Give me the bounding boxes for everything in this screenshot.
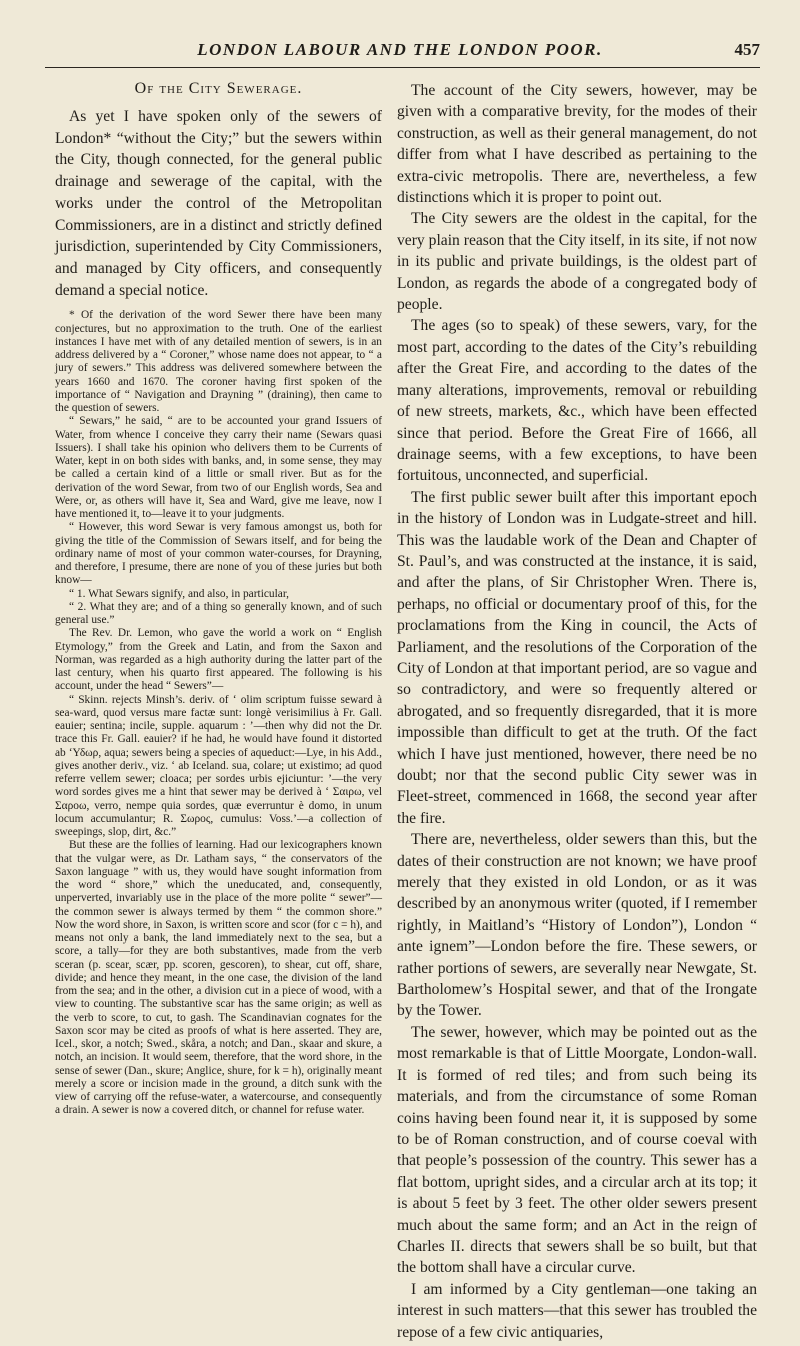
right-column	[397, 80, 757, 1343]
body-paragraph: I am informed by a City gentleman—one taking an interest in such matters—that this sewer has troubled the repose of a few civic antiquaries,	[397, 1280, 757, 1341]
page-number: 457	[734, 40, 760, 59]
footnote-paragraph: “ Skinn. rejects Minsh’s. deriv. of ‘ olim scriptum fuisse seward à sea-ward, quod versus mare factæ sunt: longè verisimilius à Fr. Gall. eauier; sentina; incile, supple. aquarum : ’—then why did not the Dr. trace this Fr. Gall. eauier? if he had, he would have found it distorted ab ‘Υδωρ, aqua; sewers being a species of aqueduct:—Lye, in his Add., gives another deriv., viz. ‘ ab Iceland. sua, colare; ut existimo; ad quod referre vellem sewer; cloaca; per sordes urbis ejiciuntur: ’—the very word sordes gives me a hint that sewer may be derived à ‘ Σαιρω, vel Σαρoω, verro, nempe quia sordes, quæ everruntur è domo, in unum locum accumulantur; R. Σωρος, cumulus: Voss.’—a collection of sweepings, slop, dirt, &c.”	[55, 693, 382, 839]
footnote-paragraph: “ 1. What Sewars signify, and also, in particular,	[69, 587, 290, 600]
body-paragraph: The first public sewer built after this important epoch in the history of London was in Ludgate-street and hill. This was the laudable work of the Dean and Chapter of St. Paul’s, and was constructed at the instance, it is said, and after the plans, of Sir Christopher Wren. There is, perhaps, no official or documentary proof of this, for the proclamations from the King in council, the Acts of Parliament, and the resolutions of the Corporation of the City of London at that important period, are so vague and so contradictory, and were so frequently altered or abrogated, and so frequently disregarded, that it is more impossible than difficult to get at the truth. Of the fact which I have just mentioned, however, there need be no doubt; nor that the second public City sewer was in Fleet-street, commenced in 1668, the second year after the fire.	[397, 488, 757, 827]
footnote-paragraph: “ 2. What they are; and of a thing so generally known, and of such general use.”	[55, 600, 382, 627]
footnote	[55, 309, 382, 1117]
body-paragraph: As yet I have spoken only of the sewers of London* “without the City;” but the sewers within the City, though connected, for the general public drainage and sewerage of the capital, with the works under the control of the Metropolitan Commissioners, are in a distinct and strictly defined jurisdiction, superintended by City Commissioners, and managed by City officers, and consequently demand a special notice.	[55, 108, 382, 299]
footnote-paragraph: “ However, this word Sewar is very famous amongst us, both for giving the title of the Commission of Sewars itself, and for being the ordinary name of most of your common water-courses, for Drayning, and therefore, I presume, there are none of you of these juries but both know—	[55, 521, 382, 587]
body-paragraph: The sewer, however, which may be pointed out as the most remarkable is that of Little Moorgate, London-wall. It is formed of red tiles; and from such being its materials, and from the circumstance of some Roman coins having been found near it, it is supposed by some to be of Roman construction, and of course coeval with that people’s possession of the country. This sewer has a flat bottom, upright sides, and a circular arch at its top; it is about 5 feet by 3 feet. The other older sewers present much about the same form; and an Act in the reign of Charles II. directs that sewers shall be so built, but that the bottom shall have a circular curve.	[397, 1023, 757, 1277]
body-paragraph: The account of the City sewers, however, may be given with a comparative brevity, for the modes of their construction, as well as their general management, do not differ from what I have described as pertaining to the extra-civic metropolis. There are, nevertheless, a few distinctions which it is proper to point out.	[397, 82, 757, 207]
body-paragraph: The ages (so to speak) of these sewers, vary, for the most part, according to the dates of the City’s rebuilding after the Great Fire, and according to the dates of the many alterations, improvements, removal or rebuilding of new streets, markets, &c., which have been effected since that period. Before the Great Fire of 1666, all drainage seems, with a few exceptions, to have been fortuitous, unconnected, and superficial.	[397, 317, 757, 485]
footnote-paragraph: * Of the derivation of the word Sewer there have been many conjectures, but no approximation to the truth. One of the earliest instances I have met with of any detailed mention of sewers, is in an address delivered by a “ Coroner,” whose name does not appear, to “ a jury of sewers.” This address was delivered somewhere between the years 1660 and 1670. The coroner having first spoken of the importance of “ Navigation and Drayning ” (draining), then came to the question of sewers.	[55, 309, 382, 415]
left-column	[55, 80, 382, 1118]
running-title: LONDON LABOUR AND THE LONDON POOR.	[197, 40, 603, 59]
footnote-paragraph: “ Sewars,” he said, “ are to be accounted your grand Issuers of Water, from whence I conceive they carry their name (Sewars quasi Issuers). I shall take his opinion who delivers them to be Currents of Water, kept in on both sides with banks, and, in some sense, they may be called a certain kind of a little or small river. But as for the derivation of the word Sewar, from two of our English words, Sea and Were, or, as others will have it, Sea and Ward, give me leave, now I have mentioned it, to—leave it to your judgments.	[55, 415, 382, 521]
header-rule	[45, 67, 760, 68]
page-header	[40, 40, 760, 66]
footnote-paragraph: But these are the follies of learning. Had our lexicographers known that the vulgar were, as Dr. Latham says, “ the conservators of the Saxon language ” with us, they would have sought information from the word “ shore,” which the uneducated, and, consequently, unperverted, invariably use in the place of the more polite “ sewer”—the common sewer is always termed by them “ the common shore.” Now the word shore, in Saxon, is written score and scor (for c = h), and means not only a bank, the land immediately next to the sea, but a score, a tally—for they are both substantives, made from the verb sceran (p. scear, scær, pp. scoren, gescoren), to shear, cut off, share, divide; and hence they meant, in the one case, the division of the land from the sea; and in the other, a division cut in a piece of wood, with a view to counting. The substantive scar has the same origin; as well as the verb to score, to cut, to gash. The Scandinavian cognates for the Saxon scor may be cited as proofs of what is here asserted. They are, Icel., skor, a notch; Swed., skåra, a notch; and Dan., skaar and skure, a notch, an incision. It would seem, therefore, that the word shore, in the sense of sewer (Dan., skure; Anglice, shure, for k = h), originally meant merely a score or incision made in the ground, a ditch sunk with the view of carrying off the refuse-water, a watercourse, and consequently a drain. A sewer is now a covered ditch, or channel for refuse water.	[55, 839, 382, 1117]
body-paragraph: There are, nevertheless, older sewers than this, but the dates of their construction are not known; we have proof merely that they existed in old London, or as it was described by an anonymous writer (quoted, if I remember rightly, in Maitland’s “History of London”), London “ ante ignem”—London before the fire. These sewers, or rather portions of sewers, are severally near Newgate, St. Bartholomew’s Hospital sewer, and that of the Irongate by the Tower.	[397, 831, 757, 1020]
section-heading: Of the City Sewerage.	[134, 80, 303, 97]
body-paragraph: The City sewers are the oldest in the capital, for the very plain reason that the City itself, in its site, if not now in its public and private buildings, is the oldest part of London, as regards the abode of a congregated body of people.	[397, 210, 757, 314]
footnote-paragraph: The Rev. Dr. Lemon, who gave the world a work on “ English Etymology,” from the Greek and Latin, and from the Saxon and Norman, was regarded as a high authority during the latter part of the last century, when his quarto first appeared. The following is his account, under the head “ Sewers”—	[55, 627, 382, 693]
